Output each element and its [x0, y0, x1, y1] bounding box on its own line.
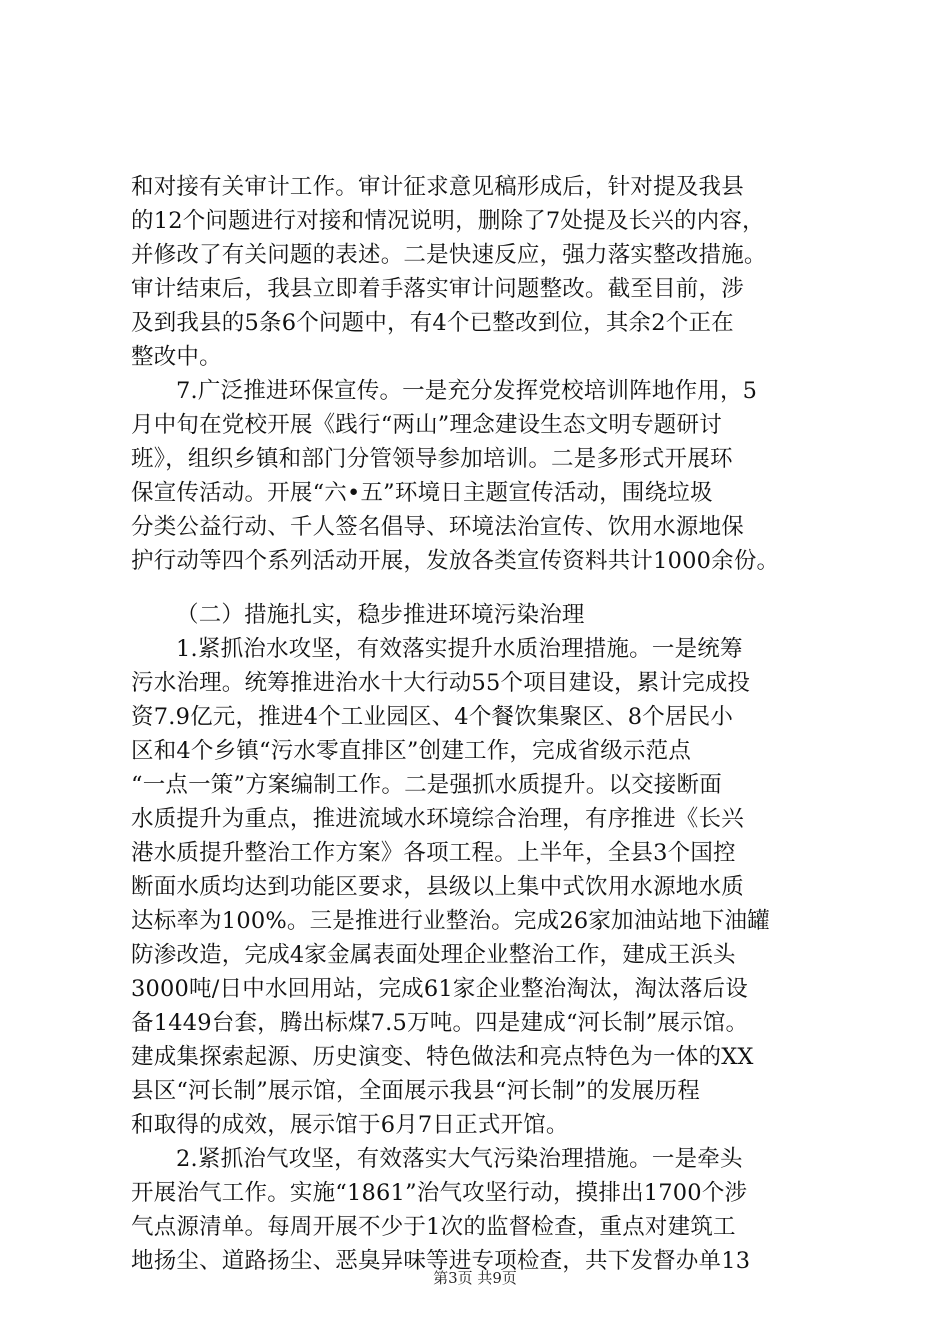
text-line: 县区“河长制”展示馆，全面展示我县“河长制”的发展历程	[131, 1078, 700, 1104]
text-line: 区和4个乡镇“污水零直排区”创建工作，完成省级示范点	[131, 738, 692, 764]
text-line: 防渗改造，完成4家金属表面处理企业整治工作，建成王浜头	[131, 942, 736, 968]
text-line: 污水治理。统筹推进治水十大行动55个项目建设，累计完成投	[131, 670, 751, 696]
text-line: 备1449台套，腾出标煤7.5万吨。四是建成“河长制”展示馆。	[131, 1010, 749, 1036]
text-line: 建成集探索起源、历史演变、特色做法和亮点特色为一体的XX	[131, 1044, 754, 1070]
paragraph-start: 1.紧抓治水攻坚，有效落实提升水质治理措施。一是统筹	[176, 636, 743, 662]
paragraph-start: 7.广泛推进环保宣传。一是充分发挥党校培训阵地作用，5	[176, 378, 758, 404]
text-line: “一点一策”方案编制工作。二是强抓水质提升。以交接断面	[131, 772, 722, 798]
text-line: 断面水质均达到功能区要求，县级以上集中式饮用水源地水质	[131, 874, 744, 900]
text-line: 整改中。	[131, 344, 222, 370]
text-line: 护行动等四个系列活动开展，发放各类宣传资料共计1000余份。	[131, 548, 780, 574]
text-line: 3000吨/日中水回用站，完成61家企业整治淘汰，淘汰落后设	[131, 976, 748, 1002]
page-number-footer: 第3页 共9页	[433, 1269, 517, 1287]
text-line: 达标率为100%。三是推进行业整治。完成26家加油站地下油罐	[131, 908, 770, 934]
text-line: 审计结束后，我县立即着手落实审计问题整改。截至目前，涉	[131, 276, 744, 302]
text-line: 气点源清单。每周开展不少于1次的监督检查，重点对建筑工	[131, 1214, 736, 1240]
text-line: 分类公益行动、千人签名倡导、环境法治宣传、饮用水源地保	[131, 514, 744, 540]
text-line: 水质提升为重点，推进流域水环境综合治理，有序推进《长兴	[131, 806, 744, 832]
text-line: 和对接有关审计工作。审计征求意见稿形成后，针对提及我县	[131, 174, 744, 200]
paragraph-start: 2.紧抓治气攻坚，有效落实大气污染治理措施。一是牵头	[176, 1146, 743, 1172]
text-line: 月中旬在党校开展《践行“两山”理念建设生态文明专题研讨	[131, 412, 722, 438]
section-heading: （二）措施扎实，稳步推进环境污染治理	[176, 602, 585, 628]
text-line: 保宣传活动。开展“六•五”环境日主题宣传活动，围绕垃圾	[131, 480, 713, 506]
text-line: 港水质提升整治工作方案》各项工程。上半年，全县3个国控	[131, 840, 736, 866]
text-line: 资7.9亿元，推进4个工业园区、4个餐饮集聚区、8个居民小	[131, 704, 734, 730]
text-line: 和取得的成效，展示馆于6月7日正式开馆。	[131, 1112, 569, 1138]
text-line: 地扬尘、道路扬尘、恶臭异味等进专项检查，共下发督办单13	[131, 1248, 751, 1274]
text-line: 的12个问题进行对接和情况说明，删除了7处提及长兴的内容，	[131, 208, 765, 234]
text-line: 及到我县的5条6个问题中，有4个已整改到位，其余2个正在	[131, 310, 734, 336]
text-line: 并修改了有关问题的表述。二是快速反应，强力落实整改措施。	[131, 242, 767, 268]
text-line: 班》，组织乡镇和部门分管领导参加培训。二是多形式开展环	[131, 446, 733, 472]
text-line: 开展治气工作。实施“1861”治气攻坚行动，摸排出1700个涉	[131, 1180, 748, 1206]
